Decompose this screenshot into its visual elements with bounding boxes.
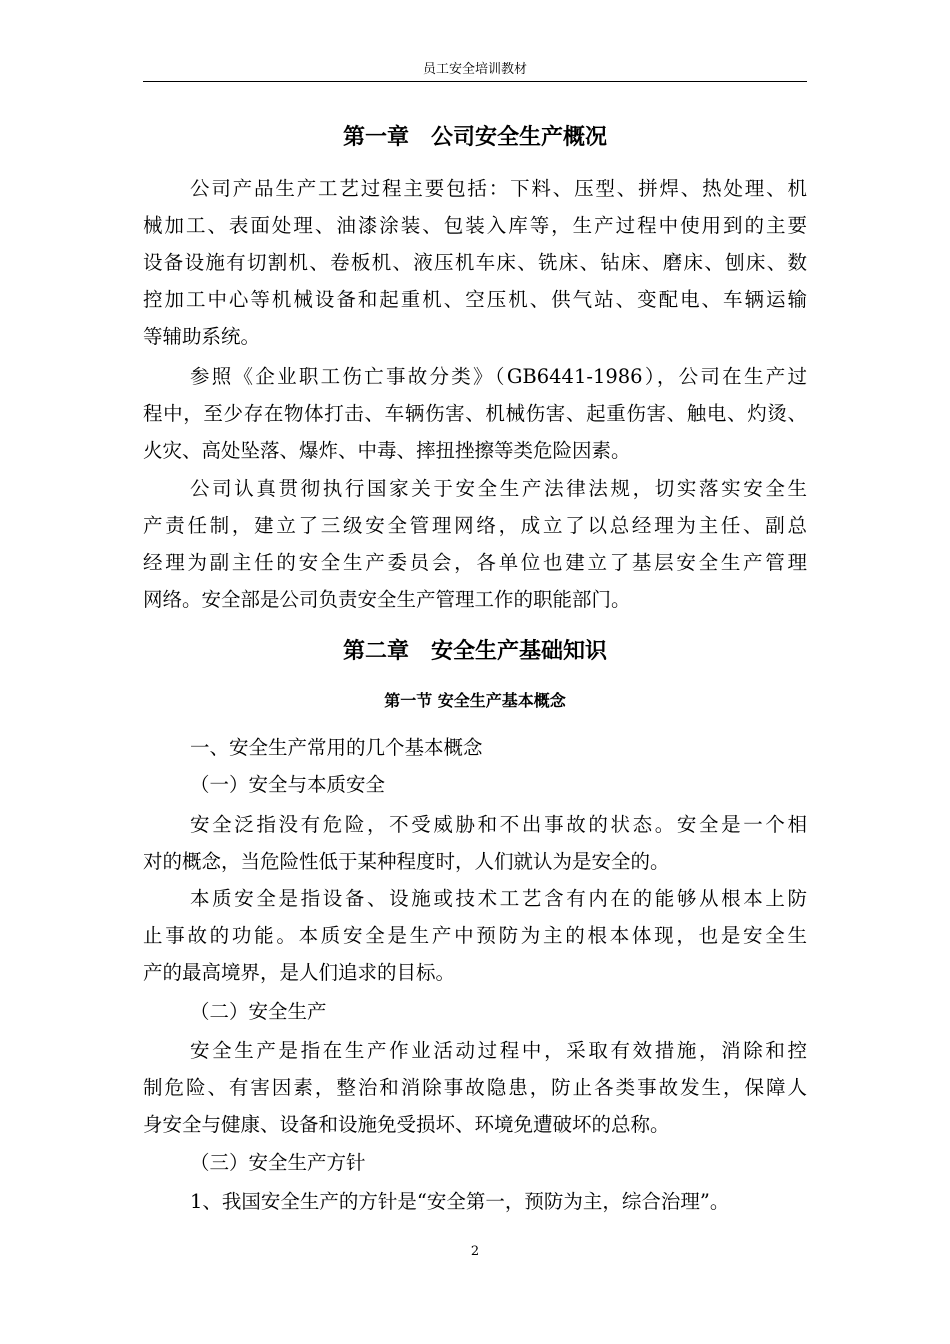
- section-title: 第一节 安全生产基本概念: [384, 691, 566, 710]
- paragraph-line: 设备设施有切割机、卷板机、液压机车床、铣床、钻床、磨床、刨床、数: [143, 251, 807, 274]
- paragraph-line: 产的最高境界，是人们追求的目标。: [143, 961, 456, 984]
- sub-heading: （三）安全生产方针: [190, 1151, 366, 1174]
- paragraph-line: 械加工、表面处理、油漆涂装、包装入库等，生产过程中使用到的主要: [143, 214, 807, 237]
- sub-heading: （一）安全与本质安全: [190, 773, 386, 796]
- paragraph-line: 身安全与健康、设备和设施免受损坏、环境免遭破坏的总称。: [143, 1113, 670, 1136]
- chapter-1-title: 第一章 公司安全生产概况: [342, 125, 607, 150]
- paragraph-line: 对的概念，当危险性低于某种程度时，人们就认为是安全的。: [143, 850, 670, 873]
- paragraph-line: 公司产品生产工艺过程主要包括：下料、压型、拼焊、热处理、机: [190, 177, 807, 200]
- chapter-2-title: 第二章 安全生产基础知识: [342, 639, 607, 664]
- paragraph-line: 安全泛指没有危险，不受威胁和不出事故的状态。安全是一个相: [190, 813, 807, 836]
- paragraph-line: 参照《企业职工伤亡事故分类》（GB6441-1986），公司在生产过: [190, 365, 807, 388]
- paragraph-line: 网络。安全部是公司负责安全生产管理工作的职能部门。: [143, 588, 631, 611]
- paragraph-line: 公司认真贯彻执行国家关于安全生产法律法规，切实落实安全生: [190, 477, 807, 500]
- sub-heading: （二）安全生产: [190, 1000, 327, 1023]
- paragraph-line: 止事故的功能。本质安全是生产中预防为主的根本体现，也是安全生: [143, 924, 807, 947]
- page-number: 2: [470, 1244, 480, 1259]
- paragraph-line: 等辅助系统。: [143, 325, 261, 348]
- header-divider: [143, 81, 807, 82]
- item-heading: 一、安全生产常用的几个基本概念: [190, 736, 483, 759]
- paragraph-line: 程中，至少存在物体打击、车辆伤害、机械伤害、起重伤害、触电、灼烫、: [143, 402, 807, 425]
- paragraph-line: 制危险、有害因素，整治和消除事故隐患，防止各类事故发生，保障人: [143, 1076, 807, 1099]
- paragraph-line: 火灾、高处坠落、爆炸、中毒、摔扭挫擦等类危险因素。: [143, 439, 631, 462]
- paragraph-line: 产责任制，建立了三级安全管理网络，成立了以总经理为主任、副总: [143, 514, 807, 537]
- paragraph-line: 控加工中心等机械设备和起重机、空压机、供气站、变配电、车辆运输: [143, 288, 807, 311]
- paragraph-line: 经理为副主任的安全生产委员会，各单位也建立了基层安全生产管理: [143, 551, 807, 574]
- header-title: 员工安全培训教材: [422, 62, 527, 77]
- paragraph-line: 本质安全是指设备、设施或技术工艺含有内在的能够从根本上防: [190, 887, 807, 910]
- paragraph-line: 1、我国安全生产的方针是“安全第一，预防为主，综合治理”。: [190, 1190, 730, 1213]
- paragraph-line: 安全生产是指在生产作业活动过程中，采取有效措施，消除和控: [190, 1039, 807, 1062]
